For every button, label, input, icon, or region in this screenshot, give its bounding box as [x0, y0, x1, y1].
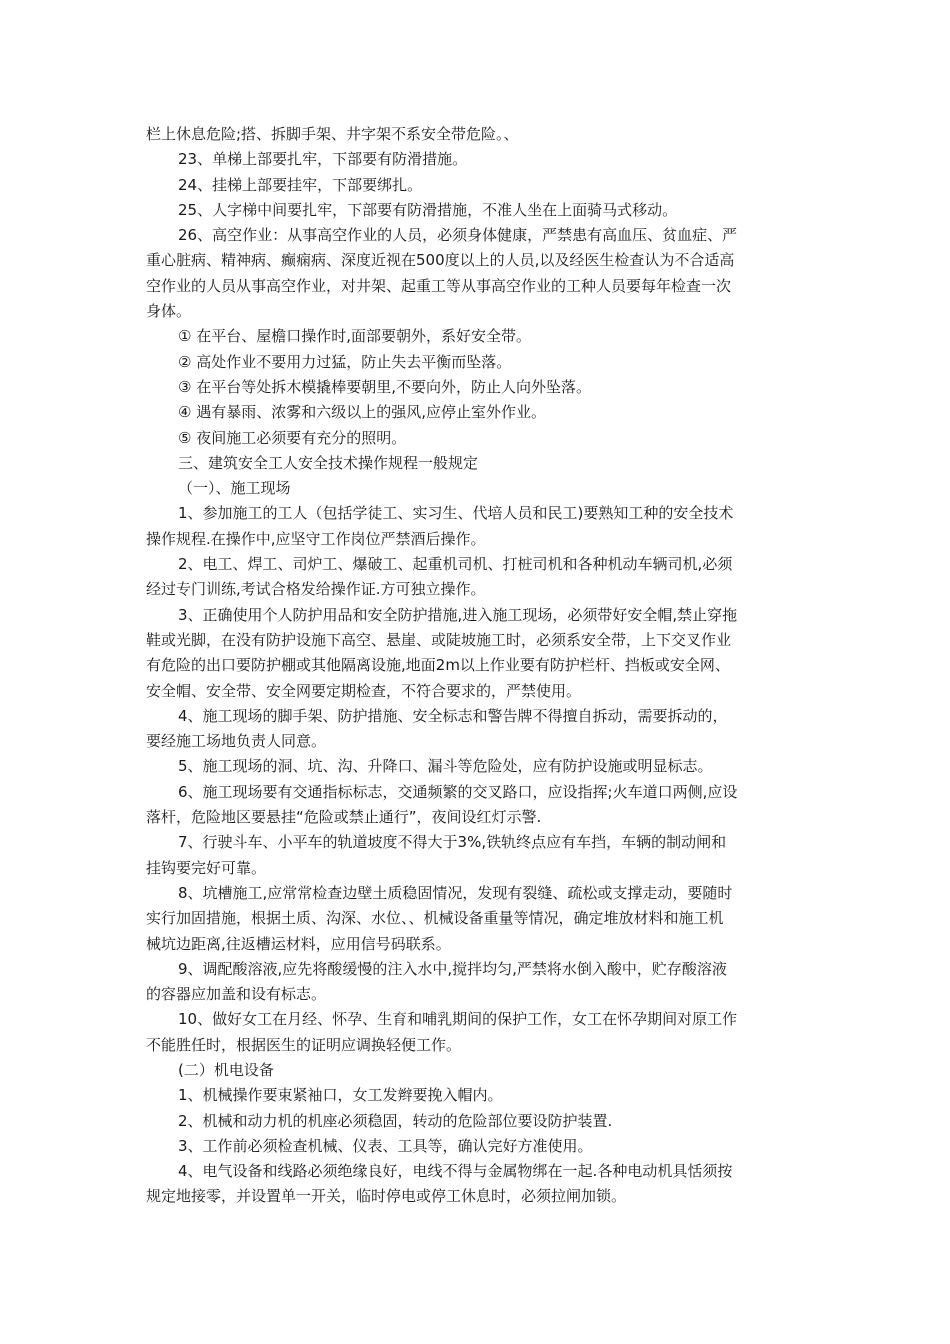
paragraph	[146, 552, 806, 603]
paragraph	[146, 324, 806, 349]
text-line: 栏上休息危险;搭、拆脚手架、井字架不系安全带危险。、	[146, 125, 519, 143]
document-body	[146, 122, 806, 1210]
text-line: 要经施工场地负责人同意。	[146, 732, 327, 751]
text-line: 落杆，危险地区要悬挂“危险或禁止通行”，夜间设红灯示警.	[146, 808, 542, 827]
text-line: ① 在平台、屋檐口操作时,面部要朝外，系好安全带。	[178, 327, 531, 346]
paragraph	[146, 426, 806, 451]
text-line: 26、高空作业：从事高空作业的人员，必须身体健康，严禁患有高血压、贫血症、严	[178, 226, 738, 245]
text-line: 鞋或光脚，在没有防护设施下高空、悬崖、或陡坡施工时，必须系安全带，上下交叉作业	[146, 630, 732, 649]
text-line: 3、正确使用个人防护用品和安全防护措施,进入施工现场，必须带好安全帽,禁止穿拖	[178, 605, 738, 624]
text-line: 实行加固措施，根据土质、沟深、水位、、机械设备重量等情况，确定堆放材料和施工机	[146, 909, 724, 928]
text-line: （一）、施工现场	[178, 479, 291, 498]
text-line: 2、电工、焊工、司炉工、爆破工、起重机司机、打桩司机和各种机动车辆司机,必须	[178, 555, 733, 574]
paragraph	[146, 1109, 806, 1134]
paragraph	[146, 1134, 806, 1159]
text-line: 械坑边距离,往返槽运材料，应用信号码联系。	[146, 934, 451, 953]
text-line: 6、施工现场要有交通指标标志，交通频繁的交叉路口，应设指挥;火车道口两侧,应设	[178, 782, 738, 801]
paragraph	[146, 173, 806, 198]
text-line: ⑤ 夜间施工必须要有充分的照明。	[178, 428, 407, 447]
paragraph	[146, 780, 806, 831]
paragraph	[146, 147, 806, 172]
text-line: 操作规程.在操作中,应坚守工作岗位严禁酒后操作。	[146, 529, 486, 548]
text-line: 23、单梯上部要扎牢，下部要有防滑措施。	[178, 150, 468, 169]
paragraph	[146, 1058, 806, 1083]
paragraph	[146, 1083, 806, 1108]
paragraph	[146, 754, 806, 779]
text-line: 重心脏病、精神病、癫痫病、深度近视在500度以上的人员,以及经医生检查认为不合适高	[146, 251, 735, 270]
text-line: 经过专门训练,考试合格发给操作证.方可独立操作。	[146, 580, 486, 599]
paragraph	[146, 704, 806, 755]
paragraph	[146, 476, 806, 501]
text-line: 规定地接零，并设置单一开关，临时停电或停工休息时，必须拉闸加锁。	[146, 1187, 627, 1206]
text-line: 1、机械操作要束紧袖口，女工发辫要挽入帽内。	[178, 1086, 503, 1105]
text-line: 24、挂梯上部要挂牢，下部要绑扎。	[178, 175, 423, 194]
text-line: 4、施工现场的脚手架、防护措施、安全标志和警告牌不得擅自拆动，需要拆动的，	[178, 706, 728, 725]
paragraph	[146, 1159, 806, 1210]
text-line: 身体。	[146, 302, 192, 321]
paragraph	[146, 198, 806, 223]
paragraph	[146, 501, 806, 552]
text-line: 25、人字梯中间要扎牢，下部要有防滑措施，不准人坐在上面骑马式移动。	[178, 200, 678, 219]
text-line: 有危险的出口要防护棚或其他隔离设施,地面2m以上作业要有防护栏杆、挡板或安全网、	[146, 656, 730, 675]
text-line: 三、建筑安全工人安全技术操作规程一般规定	[178, 453, 479, 472]
text-line: 8、坑槽施工,应常常检查边壁土质稳固情况，发现有裂缝、疏松或支撑走动，要随时	[178, 883, 733, 902]
paragraph	[146, 603, 806, 704]
text-line: 空作业的人员从事高空作业，对井架、起重工等从事高空作业的工种人员要每年检查一次	[146, 276, 732, 295]
text-line: 不能胜任时，根据医生的证明应调换轻便工作。	[146, 1035, 462, 1054]
text-line: 10、做好女工在月经、怀孕、生育和哺乳期间的保护工作，女工在怀孕期间对原工作	[178, 1010, 738, 1029]
paragraph	[146, 350, 806, 375]
text-line: 1、参加施工的工人（包括学徒工、实习生、代培人员和民工)要熟知工种的安全技术	[178, 504, 734, 523]
text-line: (二）机电设备	[178, 1060, 274, 1079]
paragraph	[146, 122, 806, 147]
text-line: ③ 在平台等处拆木模撬棒要朝里,不要向外，防止人向外坠落。	[178, 377, 591, 396]
paragraph	[146, 400, 806, 425]
paragraph	[146, 1007, 806, 1058]
text-line: 的容器应加盖和设有标志。	[146, 985, 327, 1004]
text-line: 4、电气设备和线路必须绝缘良好，电线不得与金属物绑在一起.各种电动机具恬须按	[178, 1162, 733, 1181]
paragraph	[146, 830, 806, 881]
paragraph	[146, 881, 806, 957]
text-line: 2、机械和动力机的机座必须稳固，转动的危险部位要设防护装置.	[178, 1111, 613, 1130]
text-line: ④ 遇有暴雨、浓雾和六级以上的强风,应停止室外作业。	[178, 403, 546, 422]
text-line: ② 高处作业不要用力过猛，防止失去平衡而坠落。	[178, 352, 512, 371]
paragraph	[146, 451, 806, 476]
text-line: 5、施工现场的洞、坑、沟、升降口、漏斗等危险处，应有防护设施或明显标志。	[178, 757, 713, 776]
text-line: 安全帽、安全带、安全网要定期检查，不符合要求的，严禁使用。	[146, 681, 582, 700]
text-line: 7、行驶斗车、小平车的轨道坡度不得大于3%,铁轨终点应有车挡，车辆的制动闸和	[178, 833, 727, 852]
text-line: 挂钩要完好可靠。	[146, 858, 267, 877]
text-line: 3、工作前必须检查机械、仪表、工具等，确认完好方准使用。	[178, 1136, 593, 1155]
paragraph	[146, 223, 806, 324]
text-line: 9、调配酸溶液,应先将酸缓慢的注入水中,搅拌均匀,严禁将水倒入酸中，贮存酸溶液	[178, 959, 727, 978]
paragraph	[146, 375, 806, 400]
paragraph	[146, 957, 806, 1008]
